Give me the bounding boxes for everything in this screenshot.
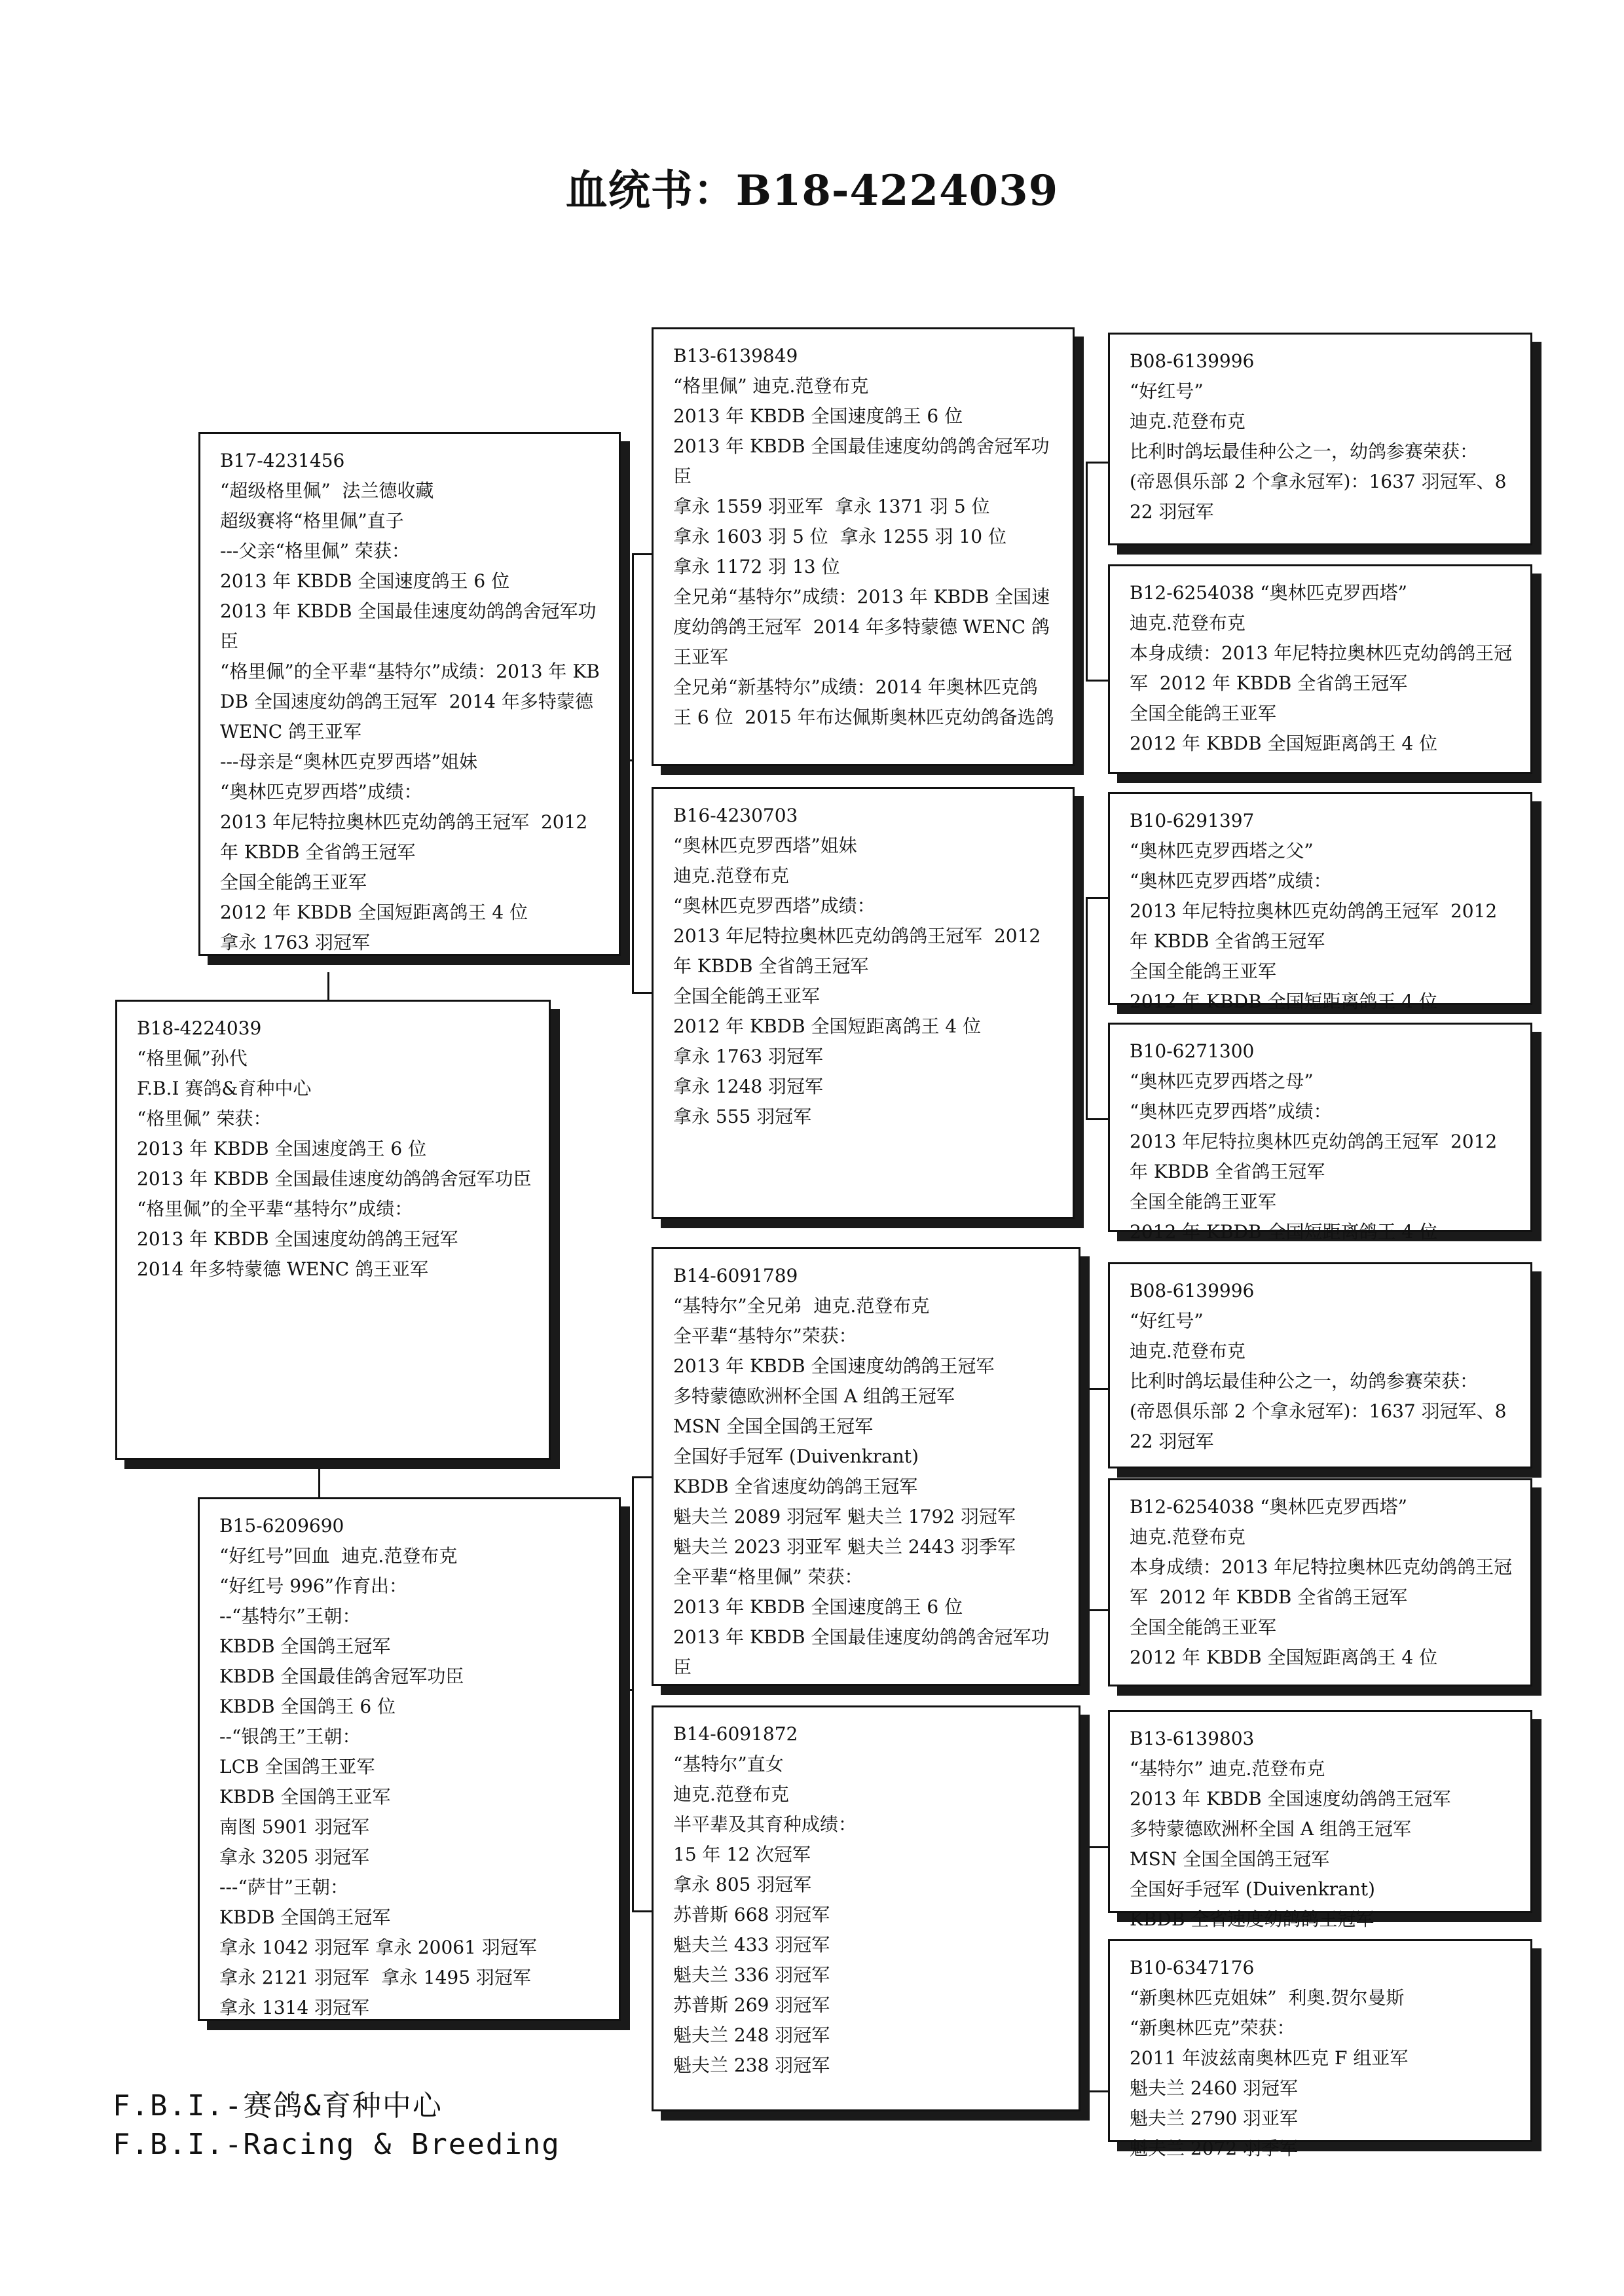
description-line: 拿永 1314 羽冠军 bbox=[219, 1997, 370, 2018]
description-line: “好红号” bbox=[1130, 380, 1204, 402]
description-line: 2012 年 KBDB 全国短距离鸽王 4 位 bbox=[1130, 991, 1438, 1012]
ring-number: B10-6271300 bbox=[1130, 1040, 1255, 1062]
description-line: 2011 年波兹南奥林匹克 F 组亚军 bbox=[1130, 2047, 1409, 2069]
description-line: 拿永 2121 羽冠军 拿永 1495 羽冠军 bbox=[219, 1967, 531, 1988]
connector-sire-bracket bbox=[632, 553, 634, 993]
description-line: 拿永 1763 羽冠军 bbox=[673, 1046, 824, 1067]
description-line: 2012 年 KBDB 全国短距离鸽王 4 位 bbox=[220, 902, 528, 923]
description-line: ---母亲是“奥林匹克罗西塔”姐妹 bbox=[220, 751, 478, 773]
description-line: 拿永 1042 羽冠军 拿永 20061 羽冠军 bbox=[219, 1937, 537, 1958]
pedigree-box-dam-dam bbox=[652, 1705, 1080, 2111]
description-line: 迪克.范登布克 bbox=[1130, 1340, 1246, 1362]
description-line: 全兄弟“基特尔”成绩：2013 年 KBDB 全国速度幼鸽鸽王冠军 2014 年多特蒙德 WENC 鸽王亚军 bbox=[673, 586, 1050, 668]
description-line: LCB 全国鸽王亚军 bbox=[219, 1756, 375, 1777]
description-line: 魁夫兰 2790 羽亚军 bbox=[1130, 2107, 1299, 2129]
footer-line-cn: F.B.I.-赛鸽&育种中心 bbox=[113, 2089, 443, 2123]
description-line: 全平辈“基特尔”荣获： bbox=[673, 1325, 857, 1347]
description-line: 全国全能鸽王亚军 bbox=[1130, 960, 1277, 982]
description-line: MSN 全国全国鸽王冠军 bbox=[673, 1415, 874, 1437]
description-line: 魁夫兰 2089 羽冠军 魁夫兰 1792 羽冠军 bbox=[673, 1506, 1016, 1527]
connector-ss-top bbox=[1086, 462, 1109, 464]
description-line: 超级赛将“格里佩”直子 bbox=[220, 510, 404, 532]
description-line: 2012 年 KBDB 全国短距离鸽王 4 位 bbox=[1130, 733, 1438, 754]
ring-number: B08-6139996 bbox=[1130, 1280, 1255, 1302]
description-line: 魁夫兰 238 羽冠军 bbox=[673, 2054, 830, 2076]
description-line: “奥林匹克罗西塔”成绩： bbox=[1130, 1101, 1332, 1122]
ring-number: B14-6091789 bbox=[673, 1265, 798, 1286]
description-line: 全国全能鸽王亚军 bbox=[673, 985, 821, 1007]
description-line: 2013 年 KBDB 全国速度幼鸽鸽王冠军 bbox=[673, 1355, 995, 1377]
connector-ss-bottom bbox=[1086, 680, 1109, 682]
pedigree-box-dam-sire-dam bbox=[1108, 1478, 1532, 1686]
description-line: 2013 年尼特拉奥林匹克幼鸽鸽王冠军 2012 年 KBDB 全省鸽王冠军 bbox=[1130, 1131, 1504, 1182]
description-line: 2013 年尼特拉奥林匹克幼鸽鸽王冠军 2012 年 KBDB 全省鸽王冠军 bbox=[673, 925, 1047, 977]
connector-dd-bracket bbox=[1086, 1846, 1088, 2092]
page-title: 血统书：B18-4224039 bbox=[565, 166, 1059, 215]
description-line: --“银鸽王”王朝： bbox=[219, 1726, 361, 1747]
ring-number: B16-4230703 bbox=[673, 805, 798, 826]
description-line: “格里佩”孙代 bbox=[137, 1048, 248, 1069]
description-line: 迪克.范登布克 bbox=[673, 1783, 789, 1805]
description-line: 本身成绩：2013 年尼特拉奥林匹克幼鸽鸽王冠军 2012 年 KBDB 全省鸽王冠军 bbox=[1130, 642, 1513, 694]
description-line: “奥林匹克罗西塔之父” bbox=[1130, 840, 1314, 862]
description-line: MSN 全国全国鸽王冠军 bbox=[1130, 1848, 1330, 1870]
description-line: “格里佩”的全平辈“基特尔”成绩：2013 年 KBDB 全国速度幼鸽鸽王冠军 2014 年多特蒙德 WENC 鸽王亚军 bbox=[220, 661, 600, 742]
description-line: KBDB 全省速度幼鸽鸽王冠军 bbox=[1130, 1908, 1375, 1930]
description-line: (帝恩俱乐部 2 个拿永冠军)：1637 羽冠军、822 羽冠军 bbox=[1130, 471, 1507, 522]
description-line: 2012 年 KBDB 全国短距离鸽王 4 位 bbox=[673, 1015, 982, 1037]
description-line: 魁夫兰 2460 羽冠军 bbox=[1130, 2077, 1299, 2099]
connector-sd-bottom bbox=[1086, 1118, 1109, 1120]
description-line: “奥林匹克罗西塔”成绩： bbox=[1130, 870, 1332, 892]
description-line: “基特尔” 迪克.范登布克 bbox=[1130, 1758, 1325, 1779]
connector-ds-bottom bbox=[1086, 1609, 1109, 1611]
description-line: 南图 5901 羽冠军 bbox=[219, 1816, 370, 1838]
description-line: 2013 年 KBDB 全国最佳速度幼鸽鸽舍冠军功臣 bbox=[673, 435, 1050, 487]
description-line: 全国全能鸽王亚军 bbox=[1130, 1191, 1277, 1212]
description-line: 全国全能鸽王亚军 bbox=[220, 871, 367, 893]
description-line: “好红号 996”作育出： bbox=[219, 1575, 407, 1597]
description-line: (帝恩俱乐部 2 个拿永冠军)：1637 羽冠军、822 羽冠军 bbox=[1130, 1400, 1507, 1452]
ring-number: B18-4224039 bbox=[137, 1017, 262, 1039]
description-line: 全平辈“格里佩” 荣获： bbox=[673, 1566, 863, 1588]
description-line: 2013 年 KBDB 全国速度鸽王 6 位 bbox=[673, 405, 963, 427]
pedigree-box-sire-dam-dam bbox=[1108, 1023, 1532, 1243]
ring-number: B13-6139849 bbox=[673, 345, 798, 367]
description-line: 多特蒙德欧洲杯全国 A 组鸽王冠军 bbox=[1130, 1818, 1412, 1840]
description-line: “好红号”回血 迪克.范登布克 bbox=[219, 1545, 458, 1567]
description-line: 拿永 805 羽冠军 bbox=[673, 1874, 812, 1895]
description-line: “基特尔”直女 bbox=[673, 1753, 784, 1775]
description-line: 2013 年 KBDB 全国速度幼鸽鸽王冠军 bbox=[137, 1228, 458, 1250]
description-line: ---父亲“格里佩” 荣获： bbox=[220, 540, 410, 562]
pedigree-box-dam-dam-dam bbox=[1108, 1939, 1532, 2159]
description-line: F.B.I 赛鸽&育种中心 bbox=[137, 1078, 312, 1099]
ring-number: B10-6347176 bbox=[1130, 1957, 1255, 1978]
description-line: 魁夫兰 336 羽冠军 bbox=[673, 1964, 830, 1986]
description-line: 全国好手冠军 (Duivenkrant) bbox=[1130, 1878, 1375, 1900]
connector-sd-bracket bbox=[1086, 897, 1088, 1120]
description-line: 拿永 1248 羽冠军 bbox=[673, 1076, 824, 1097]
description-line: “奥林匹克罗西塔”成绩： bbox=[220, 781, 422, 803]
ring-number: B13-6139803 bbox=[1130, 1728, 1255, 1749]
description-line: 拿永 1603 羽 5 位 拿永 1255 羽 10 位 bbox=[673, 526, 1006, 547]
description-line: 迪克.范登布克 bbox=[1130, 410, 1246, 432]
pedigree-box-self bbox=[115, 1000, 551, 1460]
connector-sd-top bbox=[1086, 897, 1109, 899]
description-line: 全国全能鸽王亚军 bbox=[1130, 1616, 1277, 1638]
description-line: 苏普斯 269 羽冠军 bbox=[673, 1994, 830, 2016]
description-line: 2013 年尼特拉奥林匹克幼鸽鸽王冠军 2012 年 KBDB 全省鸽王冠军 bbox=[220, 811, 594, 863]
description-line: “格里佩” 迪克.范登布克 bbox=[673, 375, 869, 397]
ring-number: B17-4231456 bbox=[220, 450, 345, 471]
description-line: 2013 年 KBDB 全国速度鸽王 6 位 bbox=[220, 570, 510, 592]
description-line: 全国全能鸽王亚军 bbox=[1130, 702, 1277, 724]
connector-dam-mid bbox=[622, 1689, 634, 1691]
description-line: 15 年 12 次冠军 bbox=[673, 1844, 811, 1865]
description-line: 比利时鸽坛最佳种公之一，幼鸽参赛荣获： bbox=[1130, 1370, 1479, 1392]
connector-sire-mid bbox=[622, 759, 634, 761]
description-line: “奥林匹克罗西塔”姐妹 bbox=[673, 835, 857, 856]
description-line: 拿永 3205 羽冠军 bbox=[219, 1846, 370, 1868]
description-line: “奥林匹克罗西塔之母” bbox=[1130, 1070, 1314, 1092]
description-line: “格里佩”的全平辈“基特尔”成绩： bbox=[137, 1198, 413, 1220]
ring-number: B15-6209690 bbox=[219, 1515, 344, 1537]
description-line: 魁夫兰 248 羽冠军 bbox=[673, 2024, 830, 2046]
description-line: 2013 年 KBDB 全国速度幼鸽鸽王冠军 bbox=[1130, 1788, 1451, 1810]
description-line: 2013 年 KBDB 全国最佳速度幼鸽鸽舍冠军功臣 bbox=[137, 1168, 532, 1190]
pedigree-box-sire-dam bbox=[652, 787, 1075, 1219]
description-line: “新奥林匹克”荣获： bbox=[1130, 2017, 1295, 2039]
description-line: 魁夫兰 2023 羽亚军 魁夫兰 2443 羽季军 bbox=[673, 1536, 1016, 1558]
connector-ss-bracket bbox=[1086, 462, 1088, 681]
description-line: ---“萨甘”王朝： bbox=[219, 1876, 349, 1898]
footer-line-en: F.B.I.-Racing & Breeding bbox=[113, 2128, 561, 2161]
description-line: 拿永 1763 羽冠军 bbox=[220, 932, 371, 953]
description-line: 2013 年 KBDB 全国最佳速度幼鸽鸽舍冠军功臣 bbox=[673, 1626, 1050, 1678]
description-line: 半平辈及其育种成绩： bbox=[673, 1813, 857, 1835]
connector-dam-bracket bbox=[632, 1476, 634, 1912]
connector-ds-bracket bbox=[1086, 1388, 1088, 1611]
description-line: “新奥林匹克姐妹” 利奥.贺尔曼斯 bbox=[1130, 1987, 1405, 2009]
description-line: 2014 年多特蒙德 WENC 鸽王亚军 bbox=[137, 1258, 429, 1280]
description-line: “超级格里佩” 法兰德收藏 bbox=[220, 480, 434, 501]
description-line: 2013 年 KBDB 全国最佳速度幼鸽鸽舍冠军功臣 bbox=[220, 600, 597, 652]
description-line: KBDB 全省速度幼鸽鸽王冠军 bbox=[673, 1476, 918, 1497]
pedigree-box-sire-sire-dam bbox=[1108, 564, 1532, 774]
description-line: 2012 年 KBDB 全国短距离鸽王 4 位 bbox=[1130, 1647, 1438, 1668]
connector-dd-bottom bbox=[1086, 2090, 1109, 2092]
connector-dd-top bbox=[1086, 1846, 1109, 1848]
pedigree-box-sire-dam-sire bbox=[1108, 792, 1532, 1012]
description-line: 2012 年 KBDB 全国短距离鸽王 4 位 bbox=[1130, 1221, 1438, 1243]
description-line: 拿永 1559 羽亚军 拿永 1371 羽 5 位 bbox=[673, 496, 990, 517]
description-line: KBDB 全国最佳鸽舍冠军功臣 bbox=[219, 1666, 464, 1687]
description-line: 迪克.范登布克 bbox=[673, 865, 789, 886]
pedigree-box-sire-sire-sire bbox=[1108, 333, 1532, 545]
description-line: “好红号” bbox=[1130, 1310, 1204, 1332]
description-line: 2013 年尼特拉奥林匹克幼鸽鸽王冠军 2012 年 KBDB 全省鸽王冠军 bbox=[1130, 900, 1504, 952]
description-line: 迪克.范登布克 bbox=[1130, 1526, 1246, 1548]
description-line: KBDB 全国鸽王 6 位 bbox=[219, 1696, 396, 1717]
description-line: KBDB 全国鸽王冠军 bbox=[219, 1906, 391, 1928]
description-line: 迪克.范登布克 bbox=[1130, 612, 1246, 634]
connector-ds-top bbox=[1086, 1388, 1109, 1390]
ring-number: B14-6091872 bbox=[673, 1723, 798, 1745]
description-line: KBDB 全国鸽王冠军 bbox=[219, 1635, 391, 1657]
pedigree-box-dam-sire-sire bbox=[1108, 1262, 1532, 1468]
connector-self-dam bbox=[318, 1457, 320, 1499]
description-line: --“基特尔”王朝： bbox=[219, 1605, 361, 1627]
description-line: 比利时鸽坛最佳种公之一，幼鸽参赛荣获： bbox=[1130, 441, 1479, 462]
pedigree-box-sire bbox=[198, 432, 621, 956]
description-line: 全兄弟“新基特尔”成绩：2014 年奥林匹克鸽王 6 位 2015 年布达佩斯奥林匹克幼鸽备选鸽 bbox=[673, 676, 1054, 728]
description-line: 苏普斯 668 羽冠军 bbox=[673, 1904, 830, 1925]
description-line: 魁夫兰 433 羽冠军 bbox=[673, 1934, 830, 1956]
pedigree-box-dam bbox=[198, 1497, 621, 2021]
ring-number: B12-6254038 “奥林匹克罗西塔” bbox=[1130, 1496, 1407, 1518]
description-line: 拿永 1172 羽 13 位 bbox=[673, 556, 840, 577]
description-line: 拿永 555 羽冠军 bbox=[673, 1106, 812, 1127]
ring-number: B10-6291397 bbox=[1130, 810, 1255, 831]
description-line: 多特蒙德欧洲杯全国 A 组鸽王冠军 bbox=[673, 1385, 955, 1407]
pedigree-box-dam-dam-sire bbox=[1108, 1710, 1532, 1930]
ring-number: B08-6139996 bbox=[1130, 350, 1255, 372]
description-line: 2013 年 KBDB 全国速度鸽王 6 位 bbox=[673, 1596, 963, 1618]
description-line: 本身成绩：2013 年尼特拉奥林匹克幼鸽鸽王冠军 2012 年 KBDB 全省鸽王冠军 bbox=[1130, 1556, 1513, 1608]
description-line: 魁夫兰 2072 羽季军 bbox=[1130, 2138, 1299, 2159]
description-line: “格里佩” 荣获： bbox=[137, 1108, 272, 1129]
description-line: 全国好手冠军 (Duivenkrant) bbox=[673, 1446, 919, 1467]
description-line: KBDB 全国鸽王亚军 bbox=[219, 1786, 391, 1808]
description-line: “奥林匹克罗西塔”成绩： bbox=[673, 895, 876, 917]
pedigree-box-dam-sire bbox=[652, 1247, 1080, 1686]
ring-number: B12-6254038 “奥林匹克罗西塔” bbox=[1130, 582, 1407, 604]
description-line: 2013 年 KBDB 全国速度鸽王 6 位 bbox=[137, 1138, 427, 1159]
pedigree-box-sire-sire bbox=[652, 327, 1075, 766]
description-line: “基特尔”全兄弟 迪克.范登布克 bbox=[673, 1295, 930, 1317]
